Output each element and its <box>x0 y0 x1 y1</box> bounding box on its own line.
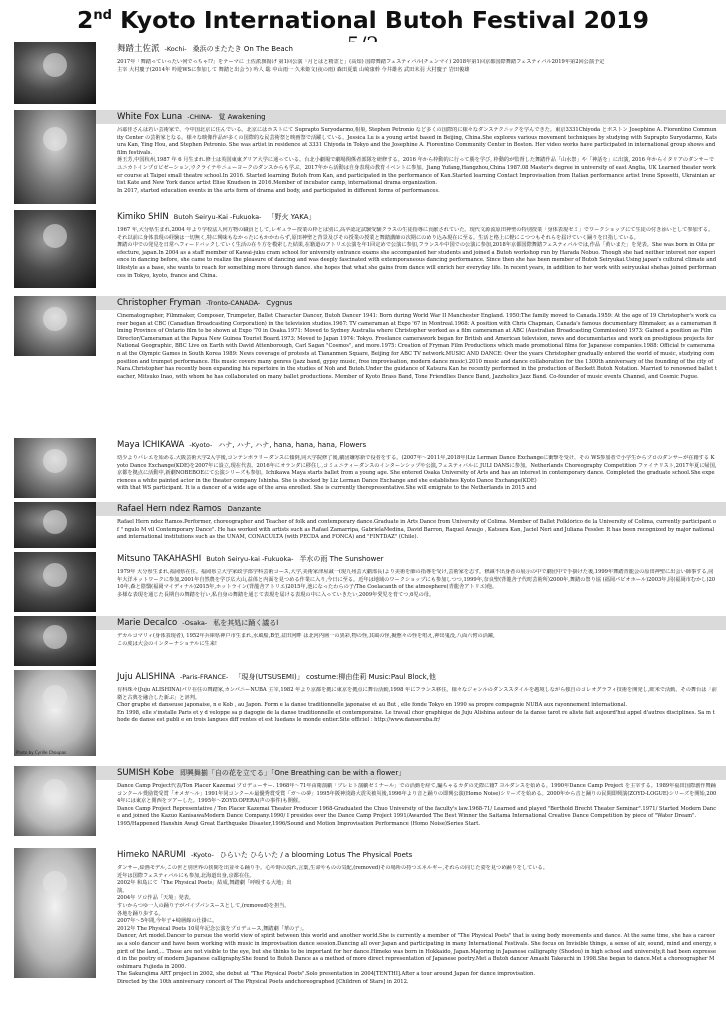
performer-photo <box>14 552 96 612</box>
performer-heading <box>117 42 293 56</box>
work-title: ハナ, ハナ, ハナ, hana, hana, hana, Flowers <box>218 441 367 449</box>
bio-paragraph: この度は大会のインターナショナルに生来! <box>117 640 217 647</box>
bio-paragraph: 1979年 大分県生まれ,福岡県在住。福岡県立大学家政学部学科芸術コース,大学,美術家津屋誠一(現九州芸大劇部長)より美術を師の指導を受け,芸術家を志す。修識不出身者の展示の中で劇団中で手掛けた後,1999年舞踏青龍会の原田神聖に出会い師事する,同年大洋ネットワークに参加,2001年自然農を学び広大山,益体と内面を見つめる作業に入り,今日に至る。近年は地域のワークショップにも参加しつつ,1999年,奈良聖(背龍舎子代町芸術所)2000年,舞踏の祭り協 (福岡パピオホール)2003年,同(福岡市むかし)2010年,森と陰翳(福岡マイディナル)2015年,ホットライン(背龍舎アトリエ)2015年,池になったわらの子/The Coelacanth of the atmosphere(青龍舎アトリエ)他。 <box>117 569 716 591</box>
work-title: 即興舞揃「自の花を立てる」「One Breathing can be with a flower」 <box>179 769 406 777</box>
page-title: 2nd Kyoto International Butoh Festival 2019 <box>77 5 649 34</box>
performer-location: -Tronto-CANADA- <box>206 299 261 307</box>
bio-paragraph: In 2017, started education events in the arts form of drama and body, and participated in different forms of performances. <box>117 187 440 194</box>
photo-image <box>14 110 96 204</box>
bio-paragraph: 1995/Happened Hanshin Awaji Great Earthquake Disaster,1996/Sound and Motion Improvisation Performance (Homo Noise)Series Start. <box>117 820 480 827</box>
performer-entry <box>0 616 726 670</box>
performer-photo <box>14 766 96 836</box>
dancer-figure-icon <box>43 563 67 587</box>
work-title: 「現身(UTSUSEMI)」 costume:柳由佳莉 Music:Paul Block,他 <box>234 673 436 681</box>
performer-photo <box>14 210 96 288</box>
bio-paragraph: Cinematographer, Filmmaker, Composer, Trumpeter, Ballet Character Dancer, Butoh Dancer 1941: Born during World War II Manchester England. 1950:The family moved to Canada.1959: At the age of 19 Christopher's work career began at CBC (Canadian Broadcasting Corporation) in the television studios.1967: TV cameraman at Expo '67 in Montreal.1968: A position with Chris Chapman, Canada's famous documentary filmmaker, as a cameraman filming Province of Ontario film to be shown at Expo '70 in Osaka.1971: Moved to Sydney Australia where Christopher worked as a film cameraman at ABC (Australian Broadcasting Commission) 1973: Gained a position as Film Director/Cameraman at the Papua New Guinea Tourist Board.1973: Moved to Japan 1974: Tokyo. Freelance camerawork began for British and American television, news and documentaries and work on prestigious projects for National Geographic, BBC Live on Earth with David Attenborough, Carl Sagan "Cosmos", and more.1975: Creation of Fryman Film Productions which made promotional films for Japanese companies.1988: Official tv cameraman at the Olympic Games in South Korea 1989: News coverage of protests at Tiananmen Square, Beijing for ABC TV network.MUSIC AND DANCE: Over the years Christopher gradually entered the world of music, studying composition and trumpet performance. His music covers many genres (jazz band, gypsy music, free improvisation, modern dance music).2010 music and dance collaboration for the 1300th anniversary of the founding of the city of Nara.Christopher has recently been expanding his repertoire in the studies of Noh and Butoh.Under the guidance of Katsura Kan he recently performed in the production of Beckett Butoh Notation. Married to renowned ballet teacher, Mitsuko Inao, with whom he has collaborated on many ballet productions. Member of Kyoto Brass Band, Tone Friendlies Dance Band, Jazzholics Jazz Band. Co-founder of music events Channel, and Cosmic Fugue. <box>117 313 717 380</box>
performer-bio <box>117 633 717 668</box>
bio-paragraph: En 1998, elle s'installe Paris et y d veloppe sa p dagogie de la danse traditionnelle et contemporaine. Le travail chor graphique de Juju Alishina autour de la danse tarot re aliste fait aujourd'hui appel d'autres disciplines. Sa m thode de danse est publi e en trois langues diff rentes et est luedans le monde entier.Site officiel : http://www.danseruba.fr/ <box>117 709 715 724</box>
performer-photo <box>14 42 96 104</box>
performer-location: -Kochi- <box>164 45 187 53</box>
performer-heading <box>117 502 261 516</box>
performer-bio <box>117 865 717 1018</box>
work-title: ひらいた ひらいた / a blooming Lotus The Physical Poets <box>219 851 413 859</box>
bio-paragraph: 演。 <box>117 887 128 894</box>
performer-bio <box>117 455 717 500</box>
performer-heading <box>117 616 278 630</box>
performer-bio <box>117 127 717 208</box>
performer-photo <box>14 848 96 978</box>
performer-bio <box>117 313 717 436</box>
bio-paragraph: 有科珠々(Juju ALISHINA)パリ在住の舞踏家,カンパニーNUBA 主宰,1982 年より京都を拠に東京を拠点に舞台活動,1998 年にフランス移住。様々なジャンルのダンススタイルを越境しながら独自のコレオグラフィ技術を開発し,欧米で活動。その舞台は「前衛と古典を融合した新ぶ」と評判。 <box>117 687 717 701</box>
performer-heading <box>117 766 405 780</box>
bio-paragraph: 各地を踊り歩する。 <box>117 910 164 917</box>
performer-heading <box>117 670 436 684</box>
performer-name: Maya ICHIKAWA <box>117 440 185 450</box>
performer-heading <box>117 438 366 452</box>
dancer-figure-icon <box>43 779 67 803</box>
performer-entry <box>0 42 726 110</box>
bio-paragraph: 2002年 和島にて「The Physical Poets」結成,舞踏劇「呼吸する大地」出 <box>117 880 292 887</box>
bio-paragraph: 幼少よりバレエを始める.大阪芸術大学2入学後,コンテンポラリーダンスに傾倒,同大学院修了後,劇団嫌寒新で役者をする。(2007年～2011年,2018年)Liz Lerman Dance Exchangeに衝撃を受け、その WS参加者で小学生からプロのダンサーが在籍する Kyoto Dance Exchange(KDE)を2007年に設立,現在代表。2016年にオランダに移住し,コミュニティーダンスのインターンシップや公演,フェスティバルに JULI DANSに参加。Netherlands Choreography Competition ファイナリスト,2017年夏に帰国,京都を拠点に活動中,新劇NOBEBOEにて公演シリーズも参加。Ichikawa Maya starts ballet from a young age. She entered Osaka University of Arts and has an interest in contemporary dance. Completed the graduate school.She experiences a white painted actor in the theater company Ishinha. She is shocked by Liz Lerman Dance Exchange and she establishes Kyoto Dance Exchange(KDE) <box>117 455 717 484</box>
performer-heading <box>117 110 266 124</box>
performer-heading <box>117 296 292 310</box>
performer-location: Butoh Seiryu-Kai -Fukuoka- <box>173 213 262 221</box>
performer-heading <box>117 848 412 862</box>
bio-paragraph: すいからつゆ一人の踊り子がパイプバンスースとして,(removed)を担当。 <box>117 902 290 909</box>
work-title: 「野火 YAKA」 <box>267 213 316 221</box>
performer-entry <box>0 502 726 552</box>
performer-name: Mitsuno TAKAHASHI <box>117 554 202 564</box>
performer-location: -Kyoto- <box>189 441 213 449</box>
performer-bio <box>117 227 717 294</box>
bio-paragraph: Dancer, Art model.Dancer to pursue the world view of spirit between this world and another world.She is currently a member of "The Physical Poets" that is using body movements and dance. At the same time, she has a career as a solo dancer and have been working with music in improvisation dance session.Dancing all over Japan and participating in many International Festivals. She focus on Invisible things, a sense of air, sound, mind and energy, spirit of the land,... Those are not visible to the eye, but she thinks to be important for her dance.Himeko was born in Hokkaido, Japan.Majoring in Japanese calligraphy (Shodou) in high school and university,it had been expressed in the poetry of modern Japanese calligraphy.She found to Butoh Dance as a method of more direct representation of Japanese poetry.Met a Butoh dancer Amashi Takeuchi in 1998.She began to dance.Met a choreographer Moshimaru Fujieda in 2000. <box>117 933 717 970</box>
performer-entry <box>0 296 726 438</box>
performer-entry <box>0 670 726 766</box>
dancer-figure-icon <box>43 53 67 77</box>
bio-paragraph: with that WS participant. It is a dancer of a wide age of the area enrolled. She is currently therepresentative.She will emigrate to the Netherlands in 2015 and <box>117 485 537 492</box>
bio-paragraph: 蒋玉芳,中国杭州,1987 年 6 月生まれ.修士は英国東東グリア大学に通っている。台北小劇場で劇場関係者部隊を研修する。2016 年から枠動的に行って勝を学び, 枠動的が監督した舞踏作品「山水祭」や「神話を」に出演, 2016 年からイタリアのダンサーでユニカトインプロビゼーション,ウクライナやニューヨークのダンスからも学ぶ。2017年から活動は自身表現の教育イベントに参加。Jiang Yufang,Hangzhou,China 1987.08 Master's degree in university of east Anglia, UK Learned theater worker course at Taipei small theatre school.In 2016. Started learning Butoh from Kan, and participated in the performance of Kan.Started learning Contact Improvisation from Italian performance artist Irene Sposetti, Ukrainian artist Kate and New York dance artist Elise Knudson in 2016.Member of incubator camp, international drama organization. <box>117 157 716 187</box>
performer-photo <box>14 296 96 356</box>
work-title: 桑浜のまたたき On The Beach <box>192 45 293 53</box>
bio-paragraph: Dance Camp Project代表/Ton Placer Kazemai プロデューサー. 1968年～71年由衛演劇「プレヒト演劇ゼミナール」での活動を経て,騙ちゃるカダの先際に籍7 ヨルダンスを始める。1990年Dance Camp Project を主宰する。1989年福田国際創作舞踊コンクール奨励賞受賞「オメガ〜ル」1991年同コンクール最優秀賞受賞「ガ〜の夢」1995年阪神淡路大震災被災後,1996年より音と踊りの即興公演(Homo Noise)シリーズを始める。2000年から音と踊りの民間即興演(ZOYD-LOGUE)シリーズを開始,2004年には東京と関西をツアーした。1995年～ZOYD.OPERA(声の事件)も開催。 <box>117 783 717 805</box>
work-title: 覚 Awakening <box>218 113 266 121</box>
work-title: Cygnus <box>266 299 293 307</box>
bio-paragraph: Rafael Hern ndez Ramos.Performer, choreographer and Teacher of folk and contemporary dance.Graduate in Arts Dance from University of Colima. Member of Ballet Folklórico de la University of Colima, currently participant of " ngulo M vil Contemporary Dance". He has worked with artists such as Rafael Zamarripa, GabrielaMedina, David Barron, Raquel Araujo , Katsura Kan, Jaciel Neri and Juliana Fessler. It has been recognized by major national and international institutions such as the UNAM, CONACULTA (with PECDA and FONCA) and "FINTDAZ" (Chile). <box>117 519 716 541</box>
performer-location: Butoh Seiryu-kai -Fukuoka- <box>206 555 294 563</box>
bio-paragraph: Chor graphe et danseuse japonaise, n e Kob , au Japon. Form e la danse traditionnelle japonaise et au But , elle fonde Tokyo en 1990 sa propre compagnie NUBA aux rayonnement international. <box>117 702 627 709</box>
work-title: 私を其処に踊く議るl <box>213 619 279 627</box>
performer-bio <box>117 783 717 846</box>
performer-name: Himeko NARUMI <box>117 850 186 860</box>
performer-photo <box>14 670 96 756</box>
performer-entry <box>0 438 726 502</box>
performer-location: -Osaka- <box>182 619 208 627</box>
performer-entry <box>0 766 726 848</box>
performer-entry <box>0 210 726 296</box>
bio-paragraph: ダンサー,絵画モデル,この世と別世界の狭間を出並せる踊り手。心や時の流れ,言葉,生命やものの気配,(removed)その場所の持つエネルギー,それらの同じた姿を見つめ踊りをしている。 <box>117 865 548 871</box>
bio-paragraph: 2004年 ソロ作品「天境」発表。 <box>117 895 195 902</box>
photo-credit: Photo by Cyrille Choupas <box>16 750 67 755</box>
bio-paragraph: 多様な表現を通じた長期自の舞踏を行い,私自身の舞踏を通じて表現を届ける表現の中に入っていきたい,2009年愛児を育てつ,6児の母。 <box>117 591 435 598</box>
performer-name: Marie Decalco <box>117 618 178 628</box>
bio-paragraph: 舞踏の中での発見を日常へフィードバックしていく生活の在り方を模索した結果,在籍道のアトリエ公演を年1回定めで公演に参加,フランスや中国での公演に参加,2018年京都国際舞踏フェスティバルでは,作品「黄いまた」を発表。She was born in Oita prefecture, japan.In 2004 as a staff member of Kawai-juku cram school for university entrance exams she accompanied her students and joined a Butoh workshop run by Harada Nobuo. Though she had neither interest nor experience in dancing before, she came to realize the pleasure of dancing and was deeply fascinated with extemporaneous dancing performance. Since then she has been member of Butoh Seiryukai.Using japan's cultural climate and lifestyle as a base, she wants to reach for something more through dance. she hopes that what she gains from dance will enrich her everyday life. In recent years, in addition to her work with seiryuukai shehas joined performances in Tokyo, kyoto, france and China. <box>117 242 717 279</box>
performer-heading <box>117 552 384 566</box>
bio-paragraph: 1967 年,大分県生まれ,2004 年より学校法人何方物の職員として,レギュラー授業の枠とは別に,高卒認定試験受験クラスの生徒指導に貢献されていた。現代文源流原田神聖の特別授業「身体表現ゼミ」でワークショップにて生徒の付き添いとして参加する。それ以前に身体表現の経験は一切無く,特に興味もなかったにもかかわらず,原田神聖と背景及びその授業の授業と舞踏講師の次期にのめり込み現在に至る。生活と格上に軽にこつつもそれらを届けていく踊りを日指している。 <box>117 227 714 241</box>
bio-paragraph: デカルコマリィ(身体表現者), 1952年兵庫県神戸市生まれ,水風船,B型,盆田河畔 は北河内層一の異彩,物の怪,其風の怪,擬態々の怪を唱え,神出鬼没,八面六臂の活躍, <box>117 633 495 639</box>
dancer-figure-icon <box>43 127 67 151</box>
photo-image <box>14 210 96 288</box>
bio-paragraph: 近年は国際フェスティバルにも参加,北海道出身,京都在住。 <box>117 872 255 879</box>
performer-name: Rafael Hern ndez Ramos <box>117 504 222 514</box>
performer-photo <box>14 616 96 666</box>
performer-heading <box>117 210 315 224</box>
bio-paragraph: Directed by the 10th anniversary concert of The Physical Poets andchoreographed [Children of Stars] in 2012. <box>117 978 409 985</box>
performer-photo <box>14 502 96 548</box>
dancer-figure-icon <box>43 449 67 473</box>
performer-location: -Paris-FRANCE- <box>179 673 229 681</box>
dancer-figure-icon <box>43 307 67 331</box>
performer-entry <box>0 110 726 210</box>
performer-bio <box>117 569 717 614</box>
bio-paragraph: 2007年～5年間,今年子+崎層線の仕掛に。 <box>117 918 218 925</box>
performer-name: White Fox Luna <box>117 112 183 122</box>
bio-paragraph: 主宰 大村慶子(2014年 吟遊WSに参加して 舞踏と出会う) 吟人 聡 中山雨一 久米姫文(夜の雨) 森田夏葉 山崎康幹 今井雄名 武田未羽 大村慶子 岩田俊雄 <box>117 66 470 73</box>
photo-image <box>14 670 96 756</box>
performer-entry <box>0 552 726 616</box>
work-title: Danzante <box>227 505 262 513</box>
bio-paragraph: 2012年 The Physical Poets 10周年記念公演をプロデュース,舞踏劇「華の子」。 <box>117 925 308 932</box>
bio-paragraph: 呂耶佳さんは若い芸術家で、今中国北京に住んでいる。北京にはホストにて Suprapto Suryodarmo,相巣, Stephen Petronio など多くの国際的に様々なダンステクニックを学んできた。東京3331Chiyoda とボストン Josephine A. Fiorentino Community Center の芸術家となる。様々な映像作品が多くの国際的な民芸術祭と映画祭で活躍している。Jessica Lu is a young artist based in Beijing, China.She explores various movement techniques by studying with Suprapto Suryodarmo, Katsura Kan, Ying Hou, and Stephen Petronio. She was artist in residence at 3331 Chiyoda in Tokyo and the Josephine A. Fiorentino Community Center in Boston. Her video works have participated in international group shows and film festivals. <box>117 127 717 156</box>
photo-image <box>14 848 96 978</box>
performer-name: 舞踏土佐派 <box>117 44 160 54</box>
performer-photo <box>14 110 96 204</box>
performer-bio <box>117 59 717 108</box>
dancer-figure-icon <box>43 224 67 248</box>
dancer-figure-icon <box>43 625 67 649</box>
performer-location: -Kyoto- <box>190 851 214 859</box>
performer-bio <box>117 687 717 764</box>
performer-name: Kimiko SHIN <box>117 212 169 222</box>
performer-name: Juju ALISHINA <box>117 672 175 682</box>
bio-paragraph: Dance Camp Project Representative / Ton Placer Kazemai Theater Producer 1968-Graduated the Chuo University of the faculty's law.1968-71/ Learned and played "Berthold Brecht Theater Seminar".1971/ Started Modern Dance and joined the Kazuo KanisawaModern Dance Company.1990/ I presides over the Dance Camp Project 1991/Awarded The Best Winner the Saitama International Creative Dance Competition by piece of "Water Dream". <box>117 805 717 820</box>
work-title: 半水の雨 The Sunshower <box>299 555 384 563</box>
bio-paragraph: The Sakurajima ART project in 2002, she debut at "The Physical Poets".Solo presentation in 2004[TENTHI].After a tour around Japan for dance improvisation. <box>117 971 536 978</box>
performer-bio <box>117 519 717 550</box>
performer-name: Christopher Fryman <box>117 298 202 308</box>
performer-location: -CHINA- <box>187 113 213 121</box>
performer-photo <box>14 438 96 498</box>
performer-entry <box>0 848 726 1020</box>
performer-name: SUMISH Kobe <box>117 768 174 778</box>
bio-paragraph: 2017年「舞踏っていったい何でっちゃ!?」をテーマに 土佐派旗揚げ 第1回公演「月とはと精霊と」(高知) 国際舞踏フェスティバル(チェンマイ) 2018年第1回京都国際舞踏フェスティバル2019年第2回公演予定 <box>117 59 605 65</box>
